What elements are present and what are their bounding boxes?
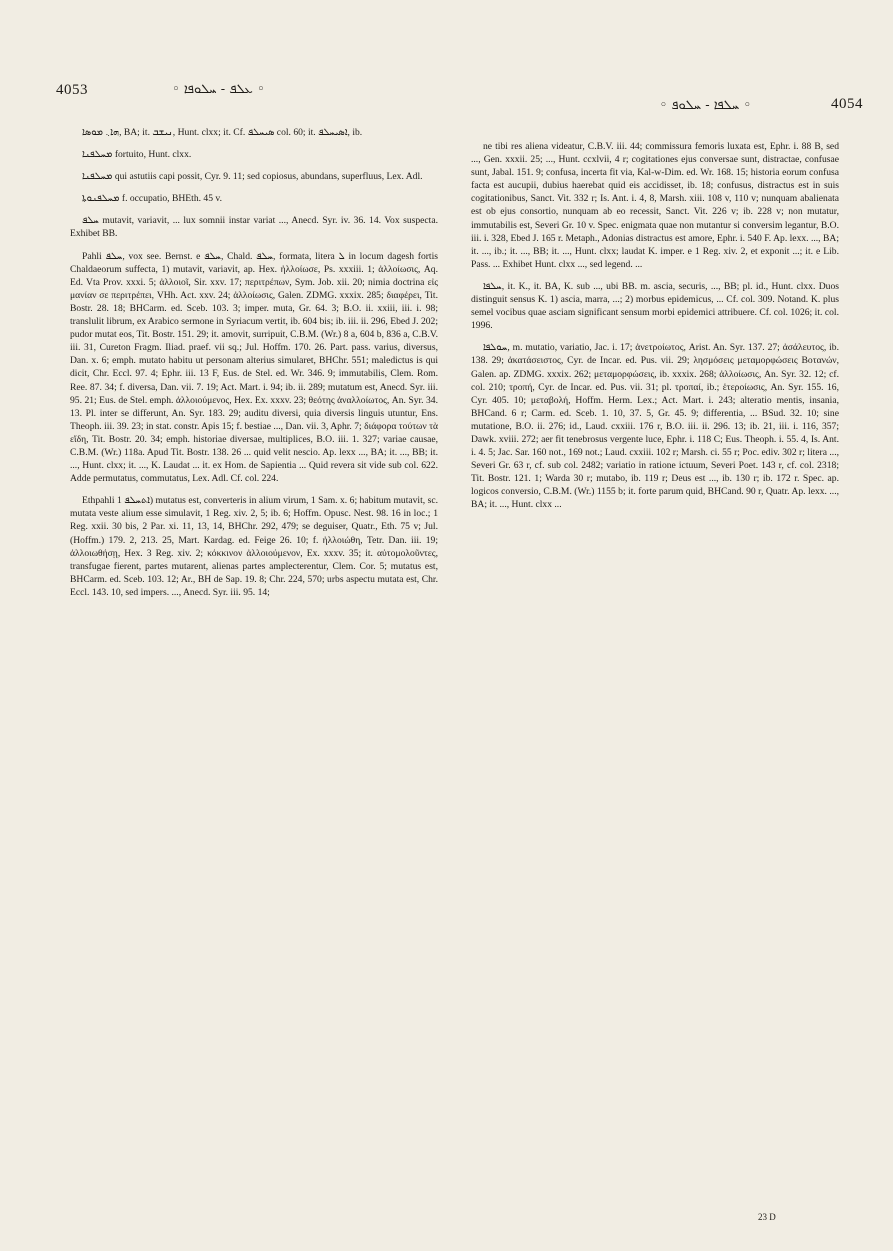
right-running-head: ◦ ܚܠܦܐ - ܚܠܘܦ ◦ [659, 98, 751, 113]
entry-paragraph: ܡܚܠܦܢܐ qui astutiis capi possit, Cyr. 9. 11; sed copiosus, abundans, superfluus, Lex. Adl. [82, 171, 423, 183]
entry-paragraph: ܗܐ܆ ܡܘܣܐ, BA; it. ܢܝܫܒ, Hunt. clxx; it. Cf. ܣܝܚܠܦ col. 60; it. ܐܣܝܚܠܦ, ib. [82, 127, 363, 138]
left-column [70, 126, 438, 1201]
left-running-head: ◦ ܥܠܦ - ܚܠܘܦܐ ◦ [172, 82, 265, 97]
right-page-number: 4054 [831, 96, 863, 112]
page-header [56, 82, 863, 113]
entry-paragraph: ܡܚܠܦܢܐ fortuito, Hunt. clxx. [82, 149, 192, 161]
entry-paragraph: ܡܚܠܦܢܘܬܐ f. occupatio, BHEth. 45 v. [82, 193, 222, 205]
entry-paragraph: ܚܘܠܦܐ, m. mutatio, variatio, Jac. i. 17; ἀνετροίωτος, Arist. An. Syr. 137. 27; ἀσάλευτος, ib. 138. 29; ἀκατάσειστος, Cyr. de Incar. ed. Pus. vii. 29; λησμόσεις μεταμορφώσεις Βοτανών, Galen. ap. ZDMG. xxxix. 262; μεταμορφώσεις, ib. xxxix. 268; ἀλλοίωσις, An. Syr. 32. 12; cf. col. 210; τροπή, Cyr. de Incar. ed. Pus. vii. 31; pl. τροπαί, ib.; ἑτεροίωσις, An. Syr. 155. 16, Cyr. 405. 10; μεταβολή, Hoffm. Herm. Lex.; Act. Mart. i. 243; alteratio mentis, insania, BHCand. 6 r; Carm. ed. Sceb. 1. 10, 37. 5, Gr. 45. 9; differentia, ... BSud. 32. 10; sine mutatione, B.O. ii. 276; id., Laud. cxxiii. 176 r, B.O. iii. ii. 296. 13; ib. 21, iii. i. 116, 357; Dawk. xviii. 272; aer fit tenebrosus vergente luce, Ephr. i. 118 C; Eus. Theoph. i. 55. 4, Is. Ant. i. 4. 5; Jac. Sar. 160 not., 169 not.; Laud. cxxiii. 102 r; Marsh. ci. 55 r; Poc. ediv. 302 r; litera ..., Severi Gr. 63 r, cf. sub col. 2482; variatio in ratione ictuum, Severi Poet. 143 r, cf. col. 2318; Tit. Bostr. 121. 1; Warda 30 r; mutabo, ib. 119 r; Deus est ..., ib. 130 r; ib. 172 r. Spec. ap. logicos conversio, C.B.M. (Wr.) 1155 b; it. forte parum quid, BHCand. 90 r, Quatr. Ap. lexx. ..., BA; it. ..., Hunt. clxx ... [471, 342, 839, 511]
entry-paragraph: Pahli ܚܠܦ, vox see. Bernst. e ܚܠܦ, Chald. ܚܠܦ, formata, litera ܠ in locum dagesh fortis Chaldaeorum suffecta, 1) mutavit, variavit, ap. Hex. ἠλλοίωσε, Ps. xxxiii. 1; ἀλλοίωσις, Aq. Ed. Vta Prov. xxxi. 5; ἀλλοιοῖ, Sir. xxv. 17; περιτρέπων, Sym. Job. xii. 20; nimia doctrina εἰς μανίαν σε περιτρέπει, VHh. Act. xxv. 24; ἀλλοίωσις, Galen. ZDMG. xxxix. 285; διαφέρει, Tit. Bostr. 28. 18; BHCarm. ed. Sceb. 103. 3; imper. muta, Gr. 64. 3; B.O. ii. xxiii, iii. i. 98; translulit librum, ex Arabico sermone in Syriacum vertit, ib. 604 bis; ib. iii. ii. 296, Ebed J. 202; pudor mutat eos, Tit. Bostr. 151. 29; it. amovit, surripuit, C.B.M. (Wr.) 8 a, 604 b, 836 a, C.B.V. iii. 31, Cureton Fragm. Iliad. praef. vii sq.; Jul. Hoffm. 170. 26. Part. pass. varius, diversus, Dan. x. 6; emph. mutato habitu ut personam alterius simularet, BHChr. 551; maledictus is qui dicit, Chr. Eccl. 97. 4; Ephr. iii. 13 F, Eus. de Stel. ed. Wr. 346. 9; immutabilis, Clem. Rom. Ree. 87. 34; f. diversa, Dan. vii. 7. 19; Act. Mart. i. 94; ib. ii. 289; mutatum est, Anecd. Syr. iii. 95. 21; Eus. de Stel. emph. ἀλλοιούμενος, Hex. Ex. xxxv. 23; θεότης ἀναλλοίωτος, An. Syr. 34. 13. Pl. inter se differunt, An. Syr. 183. 29; auditu diversi, quia diversis linguis utuntur, Ens. Theoph. iii. 39. 23; in stat. constr. Apis 15; f. bestiae ..., Dan. vii. 3, Aphr. 7; διάφορα τούτων τὰ εἴδη, Tit. Bostr. 20. 34; emph. historiae diversae, multiplices, B.O. iii. 1. 327; variae causae, C.B.M. (Wr.) 118a. Apud Tit. Bostr. 138. 26 ... quid velit nescio. Ap. lexx ..., BA; it. ..., BB; it. ..., Hunt. clxx; it. ..., K. Laudat ... it. ex Hom. de Sapientia ... Quid revera sit vide sub col. 622. Adde permutatus, commutatus, Lex. Adl. Cf. col. 224. [70, 250, 438, 485]
entry-paragraph: Ethpahli ܐܬܚܠܦ 1) mutatus est, converteris in alium virum, 1 Sam. x. 6; habitum mutavit, sc. mutata veste alium esse simulavit, 1 Reg. xiv. 2, 5; ib. 6; Hoffm. Opusc. Nest. 98. 16 in loc.; 1 Reg. xxii. 30 bis, 2 Par. xi. 11, 13, 14, BHChr. 292, 479; se deguiser, Quatr., Eth. 75 v; Jul. (Hoffm.) 179. 2, 213. 25, Mart. Kardag. ed. Feige 26. 10; f. ἠλλοιώθη, Tetr. Dan. iii. 19; ἀλλοιωθήσῃ, Hex. 3 Reg. xiv. 2; κόκκινον ἀλλοιούμενον, Ex. xxxv. 35; it. αὐτομολοῦντες, transfugae fierent, partes mutarent, alienas partes amplecterentur, Clem. Cor. 5; mutatus est, BHCarm. ed. Sceb. 103. 12; Ar., BH de Sap. 19. 8; Chr. 224, 570; urbs aspectu mutata est, Chr. Eccl. 143. 10, sed impers. ..., Anecd. Syr. iii. 95. 14; [70, 495, 438, 598]
entry-paragraph: ܚܠܦ mutavit, variavit, ... lux somnii instar variat ..., Anecd. Syr. iv. 36. 14. Vox suspecta. Exhibet BB. [70, 215, 438, 240]
right-column [471, 140, 839, 1200]
entry-paragraph: ܚܠܦܐ, it. K., it. BA, K. sub ..., ubi BB. m. ascia, securis, ..., BB; pl. id., Hunt. clxx. Duos distinguit sensus K. 1) ascia, marra, ...; 2) morbus epidemicus, ... Cf. col. 309. Notand. K. plus semel vocibus quae asciam significant sensum morbi epidemici attribuere. Cf. col. 1026; it. col. 1996. [471, 280, 839, 332]
entry-paragraph: ne tibi res aliena videatur, C.B.V. iii. 44; commissura femoris luxata est, Ephr. i. 88 B, sed ..., Gen. xxxii. 25; ..., Hunt. ccxlvii, 4 r; cogitationes ejus conversae sunt, distractae, confusae sunt, Jabal. 151. 9; confusa, incerta fit via, Kal-w-Dim. ed. Wr. 168. 15; historia eorum confusa facta est aucupii, dubius haerebat quid eis accidisset, ib. 18; confusus, distractus est in suis cogitationibus, Sanct. Vit. 332 r; Is. Ant. i. 4, 8, Marsh. xiii. 108 v, 110 v; nunquam abalienata est ob ejus consortio, nunquam ab eo recessit, Sanct. Vit. 226 v; ib. 228 v; non mutatur, immutabilis est, Severi Gr. 10 v. Spec. enigmata quae non mutantur si conversim legantur, B.O. iii. i. 328, Ebed J. 165 r. Metaph., Adonias distractus est amore, Ephr. i. 540 F. Ap. lexx. ..., BA; it. ..., ib.; it. ..., BB; it. ..., Hunt. clxx; laudat K. imper. e 1 Reg. xiv. 2, et exponit ...; it. e Lib. Pass. ... Exhibet Hunt. clxx ..., sed legend. ... [471, 141, 839, 270]
left-page-number: 4053 [56, 82, 88, 98]
printer-signature: 23 D [758, 1212, 776, 1222]
